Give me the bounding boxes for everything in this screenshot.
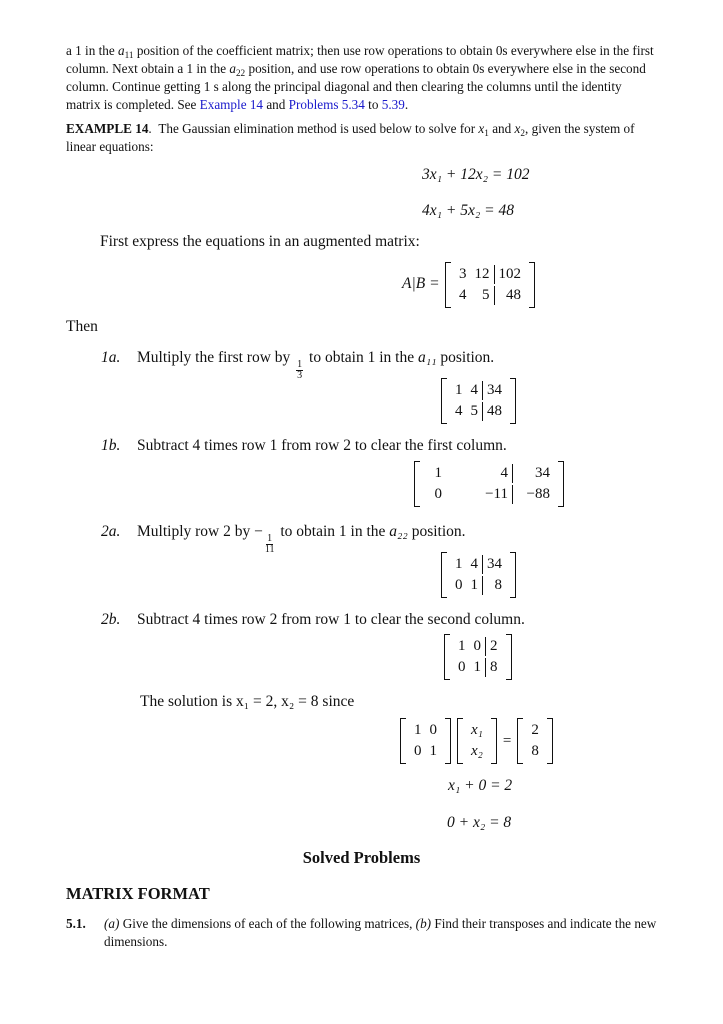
step-label: 1b. <box>101 437 121 454</box>
matrix-body <box>447 378 510 424</box>
x2-symbol: x <box>514 121 521 136</box>
matrix-cell: 48 <box>494 286 526 305</box>
part-b-label: (b) <box>415 916 432 931</box>
matrix-cell: 1 <box>455 382 463 398</box>
problem-text <box>104 915 658 951</box>
step-text: Subtract 4 times row 1 from row 2 to clear the first column. <box>137 437 507 454</box>
matrix-cell: 8 <box>485 658 502 677</box>
matrix-1b <box>414 461 564 507</box>
step-2a <box>101 523 466 555</box>
value-vector <box>517 718 553 764</box>
matrix-cell: 1 <box>414 722 422 738</box>
problem-number: 5.1. <box>66 916 86 931</box>
matrix-cell: 2 <box>485 637 502 656</box>
matrix-cell: 4 <box>455 403 463 419</box>
matrix-cell: 3 <box>459 266 467 282</box>
step-2b <box>101 611 525 629</box>
vector-cell: 2 <box>531 722 539 738</box>
matrix-cell: 34 <box>512 464 554 483</box>
problems-5-34-link[interactable]: Problems 5.34 <box>288 97 365 112</box>
solution-matrix-equation <box>400 718 553 764</box>
matrix-cell: 4 <box>500 465 508 481</box>
step-text: to obtain 1 in the <box>280 523 386 540</box>
step-text: position. <box>440 349 495 366</box>
a11-position: a₁₁ <box>417 349 437 366</box>
intro-paragraph <box>66 42 658 114</box>
step-1b <box>101 437 507 455</box>
right-bracket <box>547 718 553 764</box>
frac-den: 3 <box>297 369 303 381</box>
intro-text: position, and use row operations to obtain 0s everywhere else in the second column. Continue getting 1 s along the principal diagonal and then clearing the columns until the identity matrix is completed. See <box>66 61 646 112</box>
a22-position: a₂₂ <box>389 523 408 540</box>
section-title: MATRIX FORMAT <box>66 884 210 903</box>
matrix-cell: 4 <box>470 556 478 572</box>
example-dot: . <box>148 121 152 136</box>
x2-subscript: 2 <box>520 127 526 138</box>
matrix-cell: 34 <box>482 555 506 574</box>
matrix-cell: 4 <box>459 287 467 303</box>
augmented-intro: First express the equations in an augmented matrix: <box>100 233 420 250</box>
fraction-one-third <box>296 360 303 381</box>
matrix-body <box>420 461 558 507</box>
intro-text: position of the coefficient matrix; then use row operations to obtain 0s everywhere else in the first column. Next obtain a 1 in the <box>66 43 654 76</box>
solution-text: The solution is x₁ = 2, x₂ = 8 since <box>140 693 355 710</box>
intro-text: and <box>263 97 289 112</box>
matrix-cell: 1 <box>434 465 442 481</box>
equation-1: 3x₁ + 12x₂ = 102 <box>422 166 530 183</box>
matrix-cell: 1 <box>473 659 481 675</box>
matrix-cell: 102 <box>494 265 526 284</box>
matrix-cell: 34 <box>482 381 506 400</box>
matrix-cell: 0 <box>434 486 442 502</box>
frac-num: 1 <box>267 532 273 544</box>
right-bracket <box>510 552 516 598</box>
step-label: 1a. <box>101 349 121 366</box>
intro-text: to <box>364 97 382 112</box>
solution-line-1: x₁ + 0 = 2 <box>448 777 513 794</box>
matrix-cell: −88 <box>512 485 554 504</box>
matrix-cell: 0 <box>473 638 481 654</box>
matrix-cell: 1 <box>470 577 478 593</box>
a22-symbol: a <box>229 61 236 76</box>
part-b-text: Find their transposes and indicate the new dimensions. <box>104 916 657 949</box>
x1-symbol: x <box>478 121 485 136</box>
fraction-one-eleventh <box>265 534 275 555</box>
step-text: to obtain 1 in the <box>309 349 415 366</box>
example-text: The Gaussian elimination method is used below to solve for <box>158 121 479 136</box>
equation-2: 4x₁ + 5x₂ = 48 <box>422 202 514 219</box>
step-text: Multiply the first row by <box>137 349 291 366</box>
part-a-text: Give the dimensions of each of the following matrices, <box>119 916 416 931</box>
matrix-body <box>447 552 510 598</box>
matrix-body <box>450 634 506 680</box>
matrix-cell: 1 <box>429 743 437 759</box>
problem-row <box>66 915 658 951</box>
augmented-matrix <box>445 262 535 308</box>
example-label: EXAMPLE 14 <box>66 121 149 136</box>
variable-vector <box>457 718 497 764</box>
example-text: , given the system of linear equations: <box>66 121 635 154</box>
matrix-cell: 5 <box>470 403 478 419</box>
matrix-cell: −11 <box>485 486 508 502</box>
solved-problems-heading: Solved Problems <box>302 848 421 867</box>
matrix-body <box>523 718 547 764</box>
vector-cell: 8 <box>531 743 539 759</box>
problems-5-39-link[interactable]: 5.39 <box>381 97 405 112</box>
step-1a <box>101 349 494 381</box>
step-label: 2b. <box>101 611 121 628</box>
example-paragraph <box>66 120 658 156</box>
matrix-cell: 0 <box>429 722 437 738</box>
right-bracket <box>510 378 516 424</box>
frac-den: 11 <box>264 543 275 555</box>
step-label: 2a. <box>101 523 121 540</box>
right-bracket <box>491 718 497 764</box>
matrix-cell: 1 <box>455 556 463 572</box>
matrix-1a <box>441 378 516 424</box>
matrix-cell: 12 <box>474 266 490 282</box>
step-text: position. <box>411 523 466 540</box>
matrix-body <box>463 718 491 764</box>
equals-sign: = <box>502 732 512 749</box>
matrix-2b <box>444 634 512 680</box>
a11-symbol: a <box>118 43 125 58</box>
vector-cell: x₂ <box>471 743 483 759</box>
matrix-cell: 8 <box>482 576 506 595</box>
step-text: Multiply row 2 by − <box>137 523 263 540</box>
then-label: Then <box>66 318 98 335</box>
right-bracket <box>506 634 512 680</box>
example-text: and <box>488 121 515 136</box>
example-14-link[interactable]: Example 14 <box>199 97 264 112</box>
matrix-cell: 0 <box>455 577 463 593</box>
step-text: Subtract 4 times row 2 from row 1 to clear the second column. <box>137 611 525 628</box>
vector-cell: x₁ <box>471 722 483 738</box>
a11-subscript: 11 <box>124 49 134 60</box>
matrix-cell: 0 <box>458 659 466 675</box>
matrix-2a <box>441 552 516 598</box>
matrix-cell: 5 <box>482 287 490 303</box>
intro-text: a 1 in the <box>66 43 119 58</box>
right-bracket <box>445 718 451 764</box>
matrix-cell: 48 <box>482 402 506 421</box>
a22-subscript: 22 <box>235 67 246 78</box>
problem-5-1 <box>66 915 658 951</box>
intro-text: . <box>404 97 409 112</box>
matrix-cell: 0 <box>414 743 422 759</box>
matrix-cell: 1 <box>458 638 466 654</box>
identity-matrix <box>400 718 451 764</box>
right-bracket <box>558 461 564 507</box>
solution-line-2: 0 + x₂ = 8 <box>447 814 512 831</box>
matrix-body <box>406 718 445 764</box>
matrix-cell: 4 <box>470 382 478 398</box>
augmented-label: A|B = <box>402 275 440 292</box>
matrix-body <box>451 262 529 308</box>
frac-num: 1 <box>297 358 303 370</box>
x1-subscript: 1 <box>484 127 489 138</box>
right-bracket <box>529 262 535 308</box>
part-a-label: (a) <box>104 916 120 931</box>
